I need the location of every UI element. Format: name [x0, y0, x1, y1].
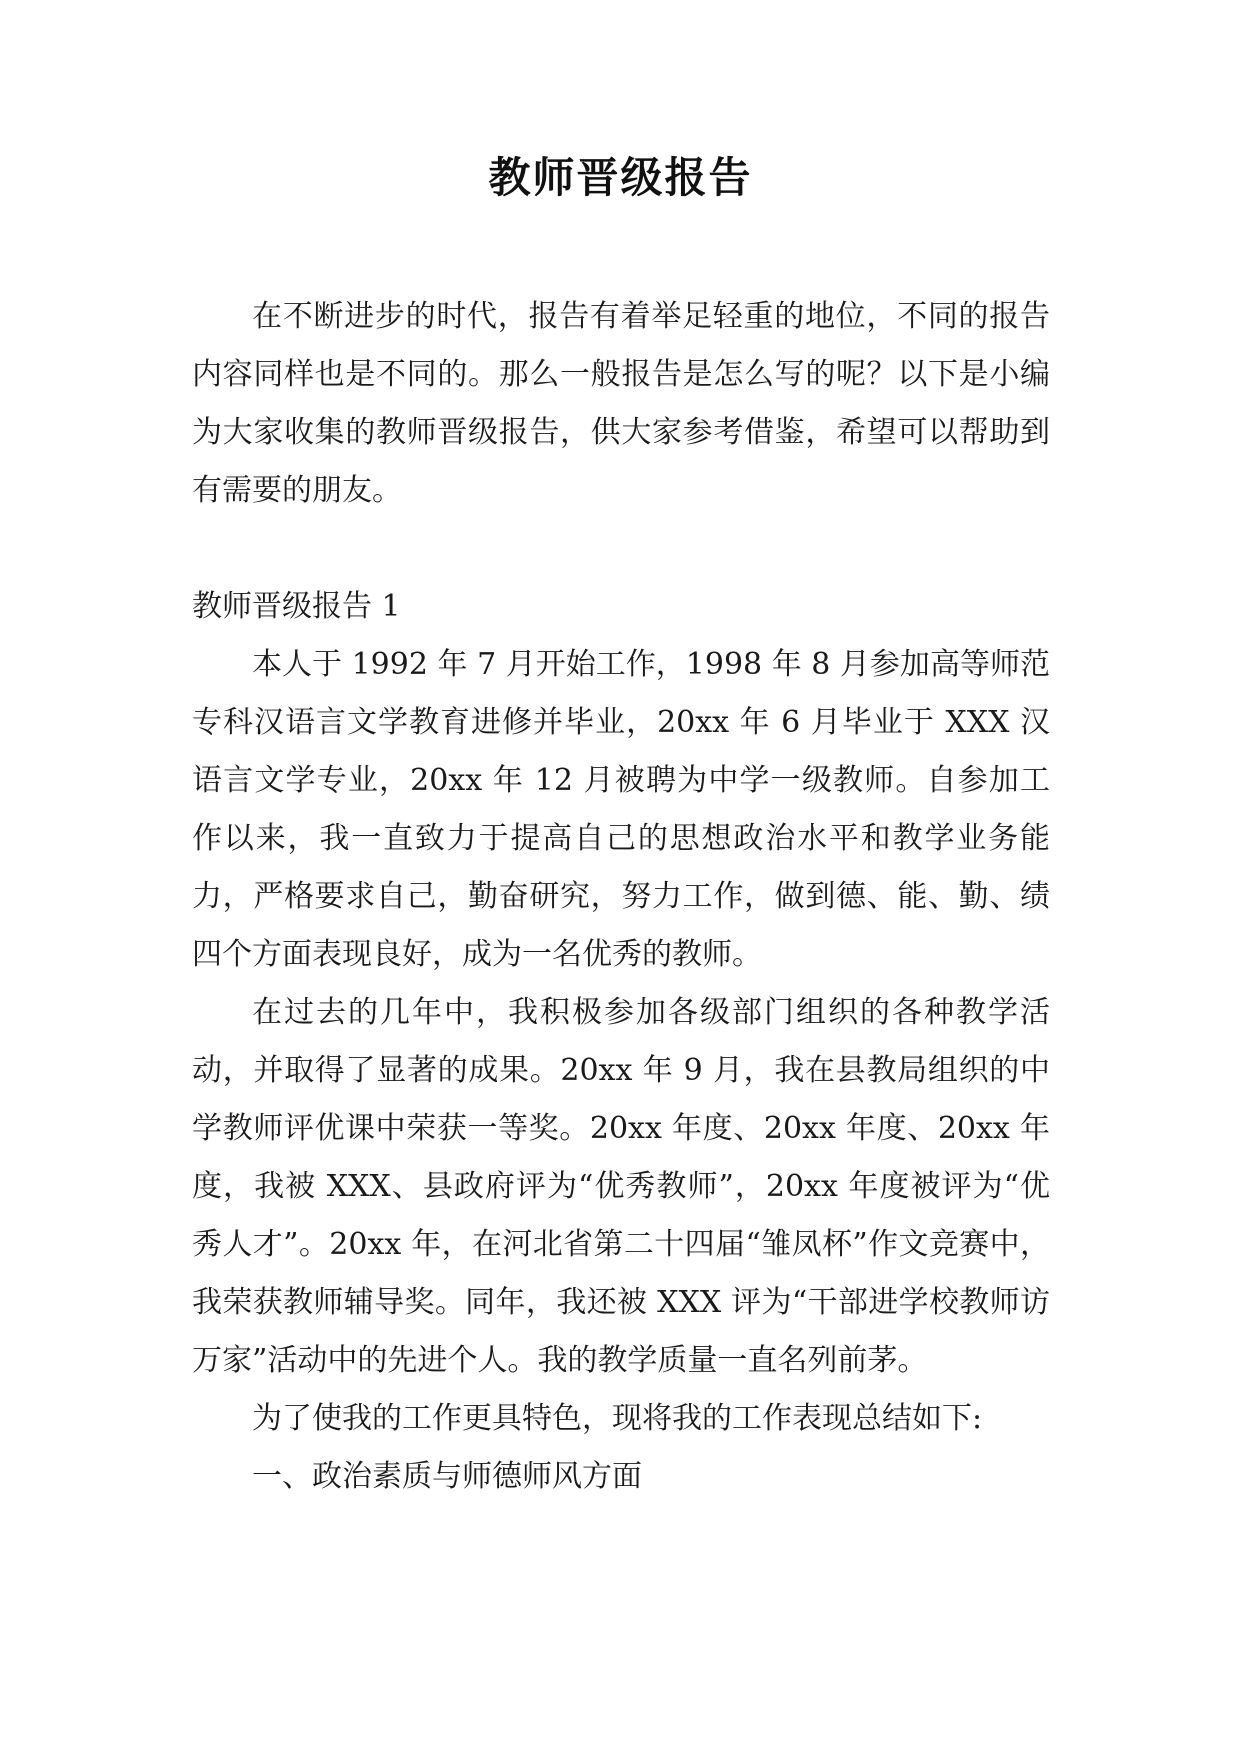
subsection-heading: 一、政治素质与师德师风方面: [252, 1459, 642, 1494]
intro-paragraph: 在不断进步的时代，报告有着举足轻重的地位，不同的报告内容同样也是不同的。那么一般报告是怎么写的呢？以下是小编为大家收集的教师晋级报告，供大家参考借鉴，希望可以帮助到有需要的朋友。: [192, 299, 1050, 508]
body-paragraph-3: 为了使我的工作更具特色，现将我的工作表现总结如下:: [252, 1401, 983, 1436]
document-body: [192, 288, 1050, 1506]
body-paragraph-2: 在过去的几年中，我积极参加各级部门组织的各种教学活动，并取得了显著的成果。20xx 年 9 月，我在县教局组织的中学教师评优课中荣获一等奖。20xx 年度、20xx 年度、20xx 年度，我被 XXX、县政府评为“优秀教师”，20xx 年度被评为“优秀人才”。20xx 年，在河北省第二十四届“雏凤杯”作文竞赛中，我荣获教师辅导奖。同年，我还被 XXX 评为“干部进学校教师访万家”活动中的先进个人。我的教学质量一直名列前茅。: [192, 995, 1050, 1378]
section-title: 教师晋级报告 1: [192, 589, 401, 624]
document-title: 教师晋级报告: [488, 153, 753, 202]
body-paragraph-1: 本人于 1992 年 7 月开始工作，1998 年 8 月参加高等师范专科汉语言文学教育进修并毕业，20xx 年 6 月毕业于 XXX 汉语言文学专业，20xx 年 12 月被聘为中学一级教师。自参加工作以来，我一直致力于提高自己的思想政治水平和教学业务能力，严格要求自己，勤奋研究，努力工作，做到德、能、勤、绩四个方面表现良好，成为一名优秀的教师。: [192, 647, 1050, 972]
paragraph-gap: [192, 520, 1050, 578]
